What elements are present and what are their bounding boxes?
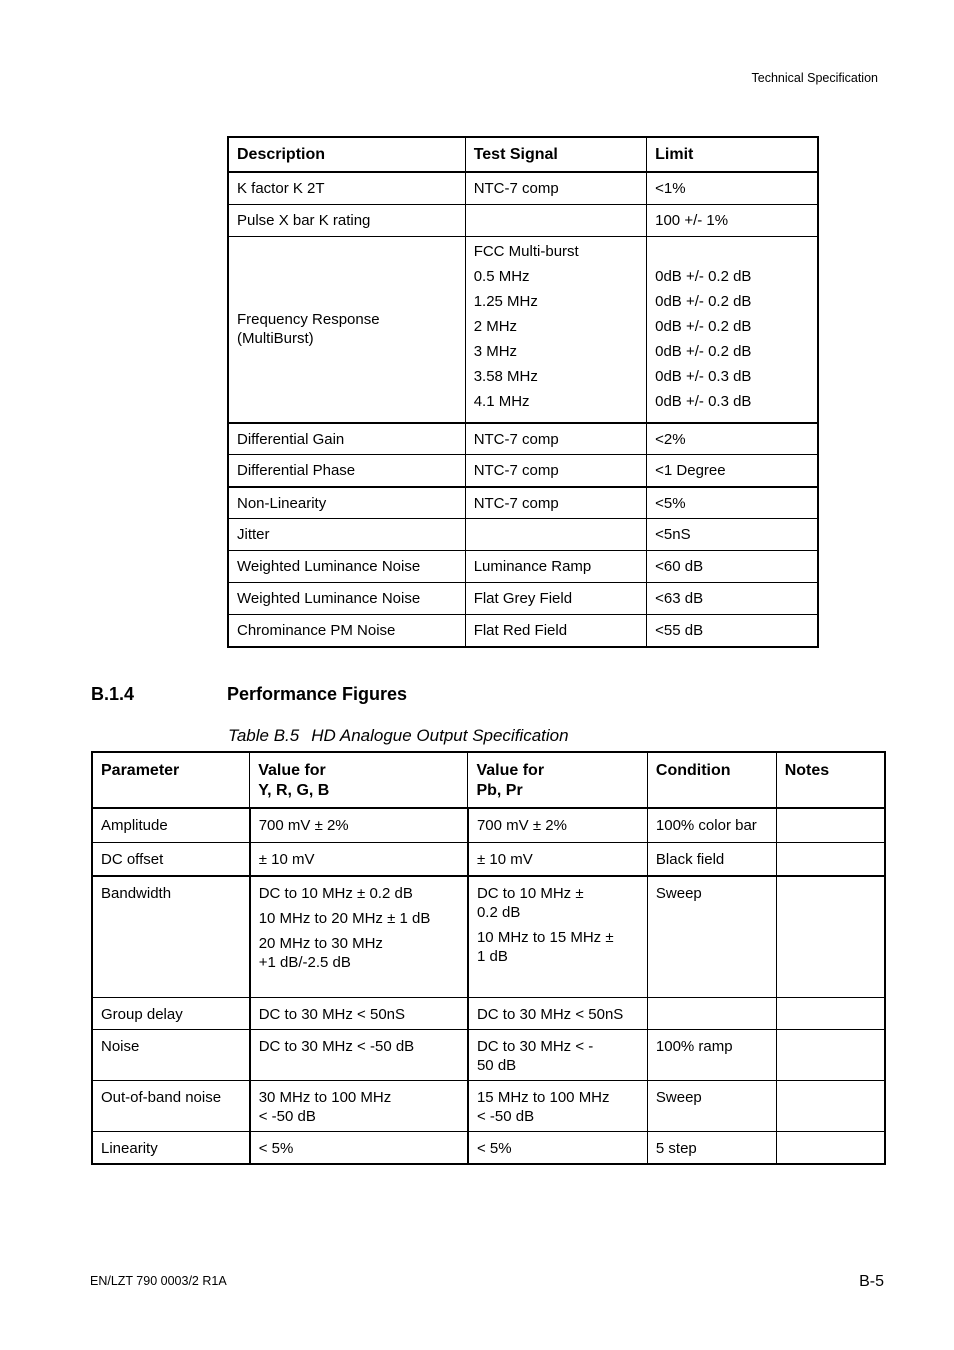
document-id: EN/LZT 790 0003/2 R1A (90, 1274, 227, 1288)
cell-pbpr (468, 1029, 647, 1080)
cell-limit: <2% (647, 423, 818, 455)
table-row (228, 455, 818, 487)
header-line: Y, R, G, B (258, 782, 330, 799)
signal-line: FCC Multi-burst (473, 242, 579, 260)
cell-description: Chrominance PM Noise (228, 615, 465, 647)
cell-notes (776, 876, 885, 997)
cell-parameter: Linearity (92, 1131, 250, 1164)
cell-yrgb (250, 876, 468, 997)
limit-line: 0dB +/- 0.2 dB (655, 292, 752, 310)
cell-parameter: Group delay (92, 997, 250, 1029)
cell-test-signal (465, 236, 646, 423)
header-line: Value for (258, 762, 326, 779)
table-row (92, 876, 885, 997)
cell-description: Differential Phase (228, 455, 465, 487)
cell-description: Frequency Response (MultiBurst) (228, 236, 465, 423)
cell-pbpr: 700 mV ± 2% (468, 808, 647, 842)
limit-line: 0dB +/- 0.2 dB (655, 317, 752, 335)
value-line: 20 MHz to 30 MHz (258, 935, 383, 952)
cell-limit: <5nS (647, 519, 818, 551)
table-row (92, 1029, 885, 1080)
cell-pbpr (468, 1080, 647, 1131)
value-line: 30 MHz to 100 MHz (258, 1088, 392, 1106)
table-row (92, 1080, 885, 1131)
cell-limit: <63 dB (647, 583, 818, 615)
cell-test-signal: NTC-7 comp (465, 172, 646, 204)
column-header-pbpr (468, 752, 647, 808)
value-line: 15 MHz to 100 MHz (476, 1088, 610, 1106)
table-caption-label: Table B.5 (228, 726, 300, 745)
cell-parameter: Bandwidth (92, 876, 250, 997)
cell-limit: <60 dB (647, 551, 818, 583)
cell-description: Weighted Luminance Noise (228, 583, 465, 615)
cell-pbpr (468, 876, 647, 997)
table-row (228, 615, 818, 647)
value-line: 10 MHz to 20 MHz ± 1 dB (258, 910, 431, 927)
value-line: < -50 dB (258, 1107, 316, 1125)
cell-pbpr: DC to 30 MHz < 50nS (468, 997, 647, 1029)
header-line: Value for (476, 762, 545, 779)
cell-yrgb: DC to 30 MHz < -50 dB (250, 1029, 468, 1080)
cell-parameter: Out-of-band noise (92, 1080, 250, 1131)
cell-limit: 100 +/- 1% (647, 204, 818, 236)
cell-test-signal: Flat Grey Field (465, 583, 646, 615)
value-line: DC to 30 MHz < - (476, 1037, 594, 1055)
table-row (92, 1131, 885, 1164)
cell-condition: Sweep (647, 876, 776, 997)
cell-test-signal: NTC-7 comp (465, 455, 646, 487)
cell-description: Differential Gain (228, 423, 465, 455)
column-header-description: Description (228, 137, 465, 172)
cell-pbpr: ± 10 mV (468, 842, 647, 876)
cell-notes (776, 808, 885, 842)
cell-parameter: DC offset (92, 842, 250, 876)
video-spec-table (227, 136, 819, 648)
page-number: B-5 (859, 1273, 884, 1290)
header-line: Pb, Pr (476, 782, 523, 799)
value-line: 1 dB (476, 948, 508, 965)
cell-test-signal: Luminance Ramp (465, 551, 646, 583)
table-caption (228, 726, 581, 746)
value-line: +1 dB/-2.5 dB (258, 954, 351, 971)
value-line: < -50 dB (476, 1107, 535, 1125)
column-header-condition: Condition (647, 752, 776, 808)
table-row (228, 423, 818, 455)
cell-notes (776, 1029, 885, 1080)
cell-limit: <1 Degree (647, 455, 818, 487)
column-header-notes: Notes (776, 752, 885, 808)
table-row (228, 204, 818, 236)
value-line: 0.2 dB (476, 904, 521, 921)
cell-limit: <5% (647, 487, 818, 519)
table-row (228, 551, 818, 583)
cell-description: Pulse X bar K rating (228, 204, 465, 236)
cell-description: Jitter (228, 519, 465, 551)
cell-parameter: Noise (92, 1029, 250, 1080)
signal-line: 2 MHz (473, 317, 518, 335)
cell-notes (776, 1131, 885, 1164)
cell-description: Non-Linearity (228, 487, 465, 519)
cell-test-signal (465, 204, 646, 236)
section-number: B.1.4 (91, 684, 135, 704)
table-row-frequency-response (228, 236, 818, 423)
table-row (228, 172, 818, 204)
running-header: Technical Specification (751, 71, 878, 85)
cell-test-signal: NTC-7 comp (465, 423, 646, 455)
table-row (92, 808, 885, 842)
limit-line: 0dB +/- 0.3 dB (655, 367, 752, 385)
cell-condition: Black field (647, 842, 776, 876)
cell-test-signal: NTC-7 comp (465, 487, 646, 519)
cell-condition: 100% color bar (647, 808, 776, 842)
column-header-test-signal: Test Signal (465, 137, 646, 172)
cell-yrgb: 700 mV ± 2% (250, 808, 468, 842)
cell-notes (776, 1080, 885, 1131)
table-row (228, 519, 818, 551)
limit-line (655, 242, 809, 267)
cell-notes (776, 997, 885, 1029)
table-row (92, 842, 885, 876)
hd-analogue-output-table (91, 751, 886, 1165)
cell-test-signal: Flat Red Field (465, 615, 646, 647)
signal-line: 1.25 MHz (473, 292, 538, 310)
cell-pbpr: < 5% (468, 1131, 647, 1164)
signal-line: 0.5 MHz (473, 267, 530, 285)
cell-condition: Sweep (647, 1080, 776, 1131)
table-header-row (92, 752, 885, 808)
cell-test-signal (465, 519, 646, 551)
column-header-yrgb (250, 752, 468, 808)
cell-yrgb (250, 1080, 468, 1131)
cell-parameter: Amplitude (92, 808, 250, 842)
cell-notes (776, 842, 885, 876)
column-header-limit: Limit (647, 137, 818, 172)
signal-line: 4.1 MHz (473, 392, 530, 410)
section-title: Performance Figures (227, 684, 408, 704)
cell-yrgb: ± 10 mV (250, 842, 468, 876)
cell-yrgb: < 5% (250, 1131, 468, 1164)
cell-condition: 5 step (647, 1131, 776, 1164)
value-line: DC to 10 MHz ± (476, 885, 584, 902)
cell-condition: 100% ramp (647, 1029, 776, 1080)
cell-limit: <55 dB (647, 615, 818, 647)
column-header-parameter: Parameter (92, 752, 250, 808)
signal-line: 3.58 MHz (473, 367, 538, 385)
cell-yrgb: DC to 30 MHz < 50nS (250, 997, 468, 1029)
limit-line: 0dB +/- 0.2 dB (655, 267, 752, 285)
cell-condition (647, 997, 776, 1029)
value-line: DC to 10 MHz ± 0.2 dB (258, 885, 413, 902)
value-line: 10 MHz to 15 MHz ± (476, 929, 614, 946)
cell-description: K factor K 2T (228, 172, 465, 204)
table-row (92, 997, 885, 1029)
value-line: 50 dB (476, 1056, 517, 1074)
table-row (228, 487, 818, 519)
table-header-row (228, 137, 818, 172)
cell-limit (647, 236, 818, 423)
cell-description: Weighted Luminance Noise (228, 551, 465, 583)
limit-line: 0dB +/- 0.2 dB (655, 342, 752, 360)
limit-line: 0dB +/- 0.3 dB (655, 392, 752, 410)
table-caption-text: HD Analogue Output Specification (311, 726, 569, 745)
signal-line: 3 MHz (473, 342, 518, 360)
cell-limit: <1% (647, 172, 818, 204)
table-row (228, 583, 818, 615)
